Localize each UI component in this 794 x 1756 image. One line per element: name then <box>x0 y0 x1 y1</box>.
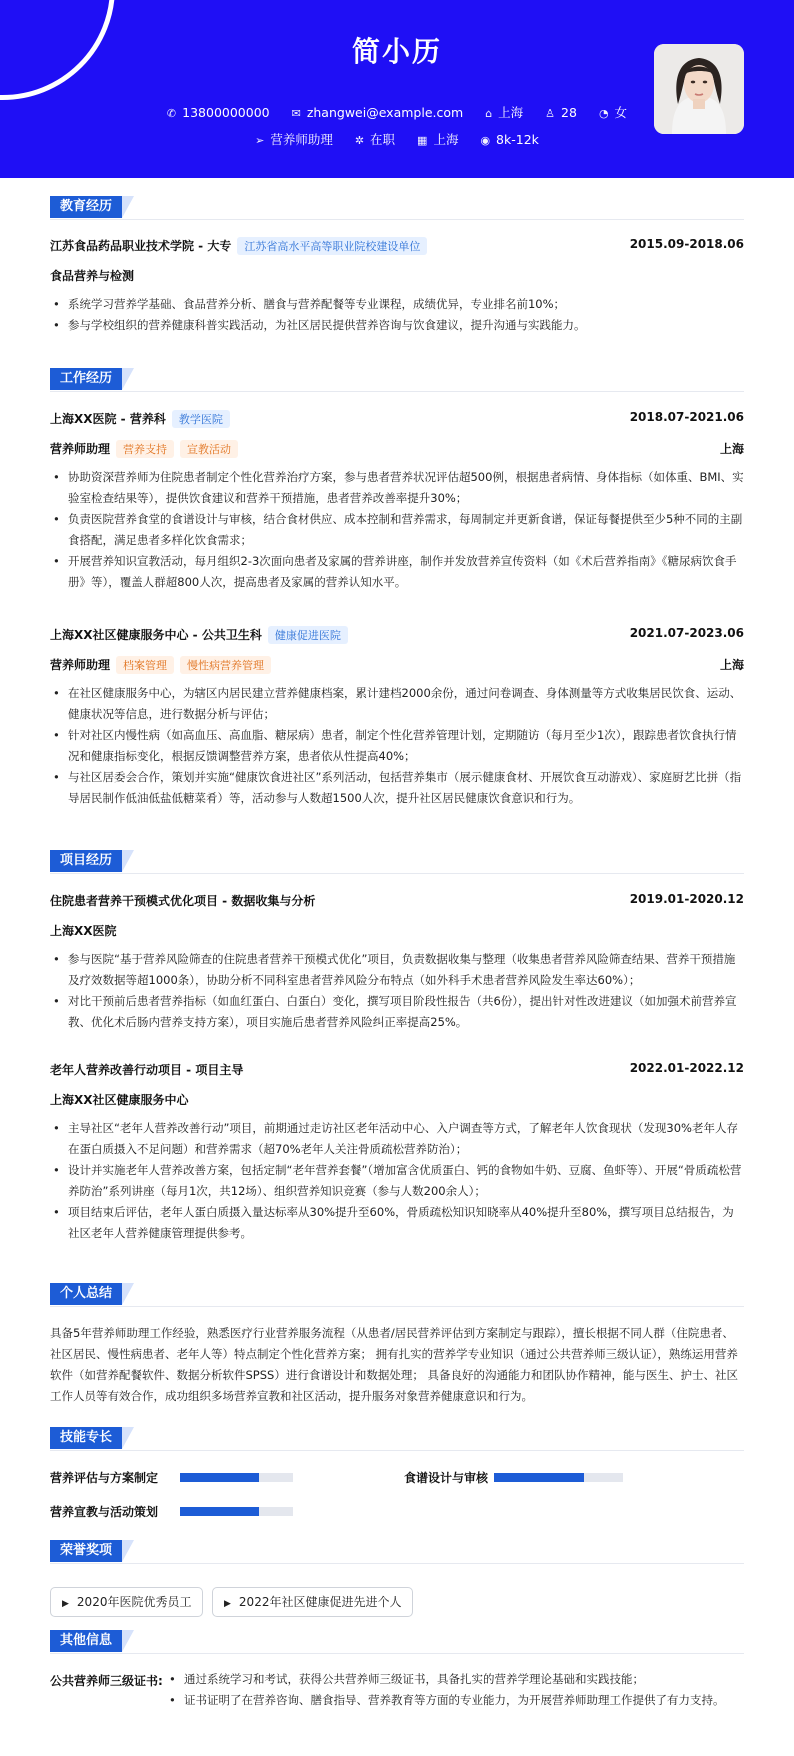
work-entry-head <box>50 626 744 644</box>
section-title: 技能专长 <box>50 1427 122 1449</box>
list-item: • 开展营养知识宣教活动，每月组织2-3次面向患者及家属的营养讲座，制作并发放营养宣传资料（如《术后营养指南》《糖尿病饮食手册》等），覆盖人群超800人次，提高患者及家属的营养认知水平。 <box>50 551 744 593</box>
section-divider <box>50 1563 744 1564</box>
section-projects <box>50 850 744 874</box>
list-item: • 对比干预前后患者营养指标（如血红蛋白、白蛋白）变化，撰写项目阶段性报告（共6份），提出针对性改进建议（如加强术前营养宣教、优化术后肠内营养支持方案），项目实施后患者营养风险纠正率提高25%。 <box>50 991 744 1033</box>
work-date: 2018.07-2021.06 <box>629 410 744 424</box>
project-org: 上海XX社区健康服务中心 <box>50 1093 189 1107</box>
project-title: 住院患者营养干预模式优化项目 - 数据收集与分析 <box>50 894 316 908</box>
section-divider <box>50 873 744 874</box>
role-tag: 宣教活动 <box>180 440 238 458</box>
list-item: • 主导社区“老年人营养改善行动”项目，前期通过走访社区老年活动中心、入户调查等方式，了解老年人饮食现状（发现30%老年人存在蛋白质摄入不足问题）和营养需求（超70%老年人关注骨质疏松营养防治）； <box>50 1118 744 1160</box>
certificate-bullets <box>166 1669 744 1711</box>
skill-bar <box>494 1473 623 1482</box>
education-date: 2015.09-2018.06 <box>629 237 744 251</box>
org-tag: 教学医院 <box>172 410 230 428</box>
summary-text: 具备5年营养师助理工作经验，熟悉医疗行业营养服务流程（从患者/居民营养评估到方案制定与跟踪），擅长根据不同人群（住院患者、社区居民、慢性病患者、老年人等）特点制定个性化营养方案； 拥有扎实的营养学专业知识（通过公共营养师三级认证），熟练运用营养软件（如营养配餐软件、数据分析软件SPSS）进行食谱设计和数据处理； 具备良好的沟通能力和团队协作精神，能与医生、护士、社区工作人员等有效合作，成功组织多场营养宣教和社区活动，提升服务对象营养健康意识和行为。 <box>50 1326 738 1403</box>
section-summary <box>50 1283 744 1307</box>
play-icon: ▶ <box>62 1599 69 1609</box>
project-entry-head <box>50 1061 744 1078</box>
role-tag: 慢性病营养管理 <box>180 656 271 674</box>
role-tag: 营养支持 <box>116 440 174 458</box>
section-divider <box>50 1306 744 1307</box>
resume-header <box>0 0 794 178</box>
gender-icon: ◔ <box>598 107 609 120</box>
gear-icon: ✲ <box>354 134 365 147</box>
section-title: 项目经历 <box>50 850 122 872</box>
phone-icon: ✆ <box>166 107 177 120</box>
work-bullets <box>50 467 744 593</box>
section-divider <box>50 1450 744 1451</box>
gender-item: ◔ 女 <box>598 105 628 120</box>
list-item: • 证书证明了在营养咨询、膳食指导、营养教育等方面的专业能力，为开展营养师助理工作提供了有力支持。 <box>166 1690 744 1711</box>
project-bullets <box>50 1118 744 1244</box>
section-skills <box>50 1427 744 1451</box>
home-icon: ⌂ <box>485 107 493 120</box>
email-item: ✉ zhangwei@example.com <box>291 105 464 120</box>
skill-name: 食谱设计与审核 <box>404 1471 489 1485</box>
org-name: 上海XX医院 - 营养科 <box>50 412 166 426</box>
work-role-row <box>50 440 744 458</box>
mail-icon: ✉ <box>291 107 301 120</box>
project-org: 上海XX医院 <box>50 924 117 938</box>
skill-name: 营养评估与方案制定 <box>50 1471 159 1485</box>
city-item: ⌂ 上海 <box>485 105 524 120</box>
skill-bar-fill <box>494 1473 584 1482</box>
list-item: • 参与医院“基于营养风险筛查的住院患者营养干预模式优化”项目，负责数据收集与整理（收集患者营养风险筛查结果、营养干预措施及疗效数据等超1000条），协助分析不同科室患者营养风险分布特点（如外科手术患者营养风险发生率达60%）； <box>50 949 744 991</box>
project-title: 老年人营养改善行动项目 - 项目主导 <box>50 1063 244 1077</box>
avatar <box>654 44 744 134</box>
section-title: 荣誉奖项 <box>50 1540 122 1562</box>
skill-bar-fill <box>180 1473 259 1482</box>
list-item: • 项目结束后评估，老年人蛋白质摄入量达标率从30%提升至60%，骨质疏松知识知晓率从40%提升至80%，撰写项目总结报告，为社区老年人营养健康管理提供参考。 <box>50 1202 744 1244</box>
section-education <box>50 196 744 220</box>
age-item: ♙ 28 <box>545 105 577 120</box>
list-item: • 通过系统学习和考试，获得公共营养师三级证书，具备扎实的营养学理论基础和实践技能； <box>166 1669 744 1690</box>
play-icon: ▶ <box>224 1599 231 1609</box>
phone-item: ✆ 13800000000 <box>166 105 270 120</box>
list-item: • 负责医院营养食堂的食谱设计与审核，结合食材供应、成本控制和营养需求，每周制定并更新食谱，保证每餐提供至少5种不同的主副食搭配，满足患者多样化饮食需求； <box>50 509 744 551</box>
skill-name: 营养宣教与活动策划 <box>50 1505 159 1519</box>
org-name: 上海XX社区健康服务中心 - 公共卫生科 <box>50 628 262 642</box>
candidate-name: 简小历 <box>351 35 442 68</box>
award-chip: ▶ 2020年医院优秀员工 <box>50 1587 203 1617</box>
section-other <box>50 1630 744 1654</box>
skill-bar-fill <box>180 1507 259 1516</box>
education-entry-head <box>50 237 744 255</box>
project-entry-head <box>50 892 744 909</box>
cake-icon: ♙ <box>545 107 556 120</box>
project-bullets <box>50 949 744 1033</box>
role-name: 营养师助理 <box>50 658 111 672</box>
section-title: 个人总结 <box>50 1283 122 1305</box>
list-item: • 针对社区内慢性病（如高血压、高血脂、糖尿病）患者，制定个性化营养管理计划，定期随访（每月至少1次），跟踪患者饮食执行情况和健康指标变化，根据反馈调整营养方案，患者依从性提高40%； <box>50 725 744 767</box>
work-date: 2021.07-2023.06 <box>629 626 744 640</box>
section-title: 教育经历 <box>50 196 122 218</box>
school-name: 江苏食品药品职业技术学院 - 大专 <box>50 239 232 253</box>
portrait-image <box>654 44 744 134</box>
work-city-item: ▦ 上海 <box>417 132 459 147</box>
section-work <box>50 368 744 392</box>
section-divider <box>50 391 744 392</box>
education-bullets <box>50 294 744 336</box>
section-divider <box>50 219 744 220</box>
section-title: 工作经历 <box>50 368 122 390</box>
coin-icon: ◉ <box>480 134 491 147</box>
role-name: 营养师助理 <box>50 442 111 456</box>
work-location: 上海 <box>719 442 744 456</box>
salary-item: ◉ 8k-12k <box>480 132 539 147</box>
work-bullets <box>50 683 744 809</box>
status-item: ✲ 在职 <box>354 132 396 147</box>
list-item: • 在社区健康服务中心，为辖区内居民建立营养健康档案，累计建档2000余份，通过问卷调查、身体测量等方式收集居民饮食、运动、健康状况等信息，进行数据分析与评估； <box>50 683 744 725</box>
list-item: • 设计并实施老年人营养改善方案，包括定制“老年营养套餐”（增加富含优质蛋白、钙的食物如牛奶、豆腐、鱼虾等）、开展“骨质疏松营养防治”系列讲座（每月1次，共12场）、组织营养知识竞赛（参与人数200余人）； <box>50 1160 744 1202</box>
position-item: ➢ 营养师助理 <box>255 132 333 147</box>
project-date: 2019.01-2020.12 <box>629 892 744 906</box>
list-item: • 参与学校组织的营养健康科普实践活动，为社区居民提供营养咨询与饮食建议，提升沟通与实践能力。 <box>50 315 744 336</box>
send-icon: ➢ <box>255 134 265 147</box>
work-entry-head <box>50 410 744 428</box>
section-title: 其他信息 <box>50 1630 122 1652</box>
section-awards <box>50 1540 744 1564</box>
work-location: 上海 <box>719 658 744 672</box>
school-tag: 江苏省高水平高等职业院校建设单位 <box>237 237 427 255</box>
certificate-label: 公共营养师三级证书: <box>50 1674 163 1688</box>
section-divider <box>50 1653 744 1654</box>
work-role-row <box>50 656 744 674</box>
list-item: • 与社区居委会合作，策划并实施“健康饮食进社区”系列活动，包括营养集市（展示健康食材、开展饮食互动游戏）、家庭厨艺比拼（指导居民制作低油低盐低糖菜肴）等，活动参与人数超1500人次，提升社区居民健康饮食意识和行为。 <box>50 767 744 809</box>
building-icon: ▦ <box>417 134 428 147</box>
skill-bar <box>180 1507 293 1516</box>
project-date: 2022.01-2022.12 <box>629 1061 744 1075</box>
list-item: • 系统学习营养学基础、食品营养分析、膳食与营养配餐等专业课程，成绩优异，专业排名前10%； <box>50 294 744 315</box>
org-tag: 健康促进医院 <box>268 626 348 644</box>
award-chip: ▶ 2022年社区健康促进先进个人 <box>212 1587 413 1617</box>
skill-bar <box>180 1473 293 1482</box>
list-item: • 协助资深营养师为住院患者制定个性化营养治疗方案，参与患者营养状况评估超500例，根据患者病情、身体指标（如体重、BMI、实验室检查结果等），提供饮食建议和营养干预措施，患者营养改善率提升30%； <box>50 467 744 509</box>
role-tag: 档案管理 <box>116 656 174 674</box>
major-name: 食品营养与检测 <box>50 269 135 283</box>
